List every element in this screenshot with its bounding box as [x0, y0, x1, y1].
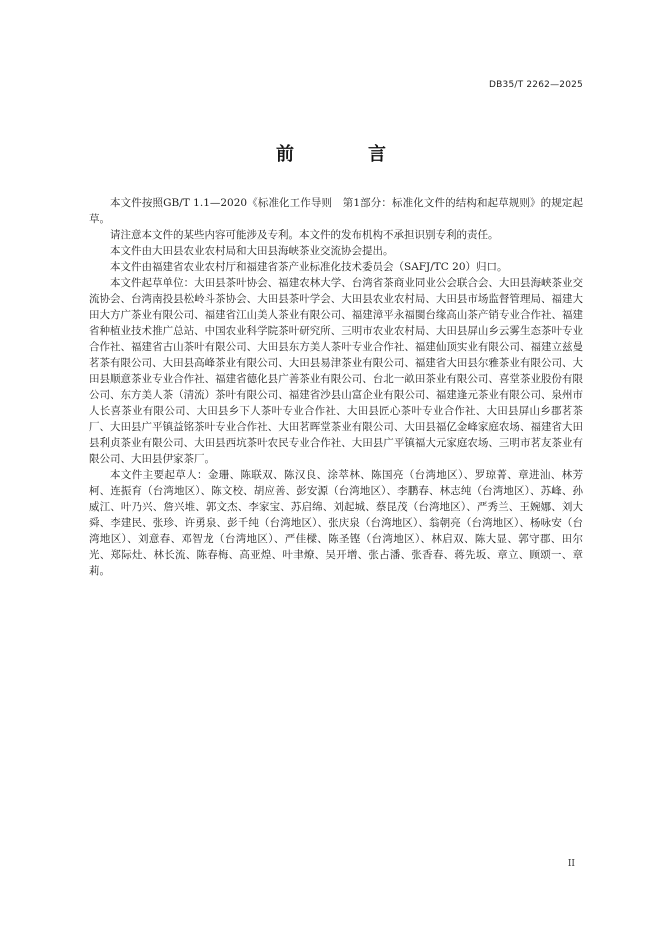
paragraph-centralized-by: 本文件由福建省农业农村厅和福建省茶产业标准化技术委员会（SAFJ/TC 20）归口。 [110, 261, 508, 273]
paragraph-drafting-units: 本文件起草单位：大田县茶叶协会、福建农林大学、台湾省茶商业同业公会联合会、大田县海峡茶业交流协会、台湾南投县松岭斗茶协会、大田县茶叶学会、大田县农业农村局、大田县市场监督管理局、福建大田大方广茶业有限公司、福建省江山美人茶业有限公司、福建漳平永福閩台缘高山茶产销专业合作社、福建省种植业技术推广总站、中国农业科学院茶叶研究所、三明市农业农村局、大田县屏山乡云雾生态茶叶专业合作社、福建省古山茶叶有限公司、大田县东方美人茶叶专业合作社、福建仙顶实业有限公司、福建立兹曼茗茶有限公司、大田县高峰茶业有限公司、大田县易津茶业有限公司、福建省大田县尔雅茶业有限公司、大田县顺意茶业专业合作社、福建省德化县广善茶业有限公司、台北一畝田茶业有限公司、喜堂茶业股份有限公司、东方美人茶（清流）茶叶有限公司、福建省沙县山富企业有限公司、福建逢元茶业有限公司、泉州市人长喜茶业有限公司、大田县乡下人茶叶专业合作社、大田县匠心茶叶专业合作社、大田县屏山乡郡茗茶厂、大田县广平镇益铭茶叶专业合作社、大田茗晖堂茶业有限公司、大田县福亿金峰家庭农场、福建省大田县利贞茶业有限公司、大田县西坑茶叶农民专业合作社、大田县广平镇福大元家庭农场、三明市茗友茶业有限公司、大田县伊家茶厂。 [89, 277, 583, 465]
foreword-body [89, 195, 583, 579]
paragraph-drafting-rules: 本文件按照GB/T 1.1—2020《标准化工作导则 第1部分：标准化文件的结构和起草规则》的规定起草。 [89, 197, 583, 225]
paragraph-patent-notice: 请注意本文件的某些内容可能涉及专利。本文件的发布机构不承担识别专利的责任。 [110, 229, 499, 241]
section-title: 前 言 [276, 144, 414, 165]
document-code: DB35/T 2262—2025 [489, 80, 583, 90]
page-number: II [567, 859, 575, 869]
paragraph-proposed-by: 本文件由大田县农业农村局和大田县海峡茶业交流协会提出。 [110, 245, 394, 257]
paragraph-drafters: 本文件主要起草人：金珊、陈联双、陈汉良、涂萃林、陈国亮（台湾地区）、罗琼菁、章进汕、林芳柯、连振育（台湾地区）、陈文校、胡应善、彭安源（台湾地区）、李鹏春、林志纯（台湾地区）、苏峰、孙威江、叶乃兴、詹兴堆、郭文杰、李家宝、苏启绵、刘起城、蔡昆茂（台湾地区）、严秀兰、王婉娜、刘大舜、李建民、张珍、许勇泉、彭千纯（台湾地区）、张庆泉（台湾地区）、翁朝亮（台湾地区）、杨咏安（台湾地区）、刘意春、邓智龙（台湾地区）、严佳樑、陈圣铿（台湾地区）、林启双、陈大显、郭守郡、田尔光、郑际灶、林长流、陈春梅、高亚煌、叶聿燎、吴开增、张占潘、张香春、蒋先坂、章立、顾颂一、章莉。 [89, 469, 583, 577]
